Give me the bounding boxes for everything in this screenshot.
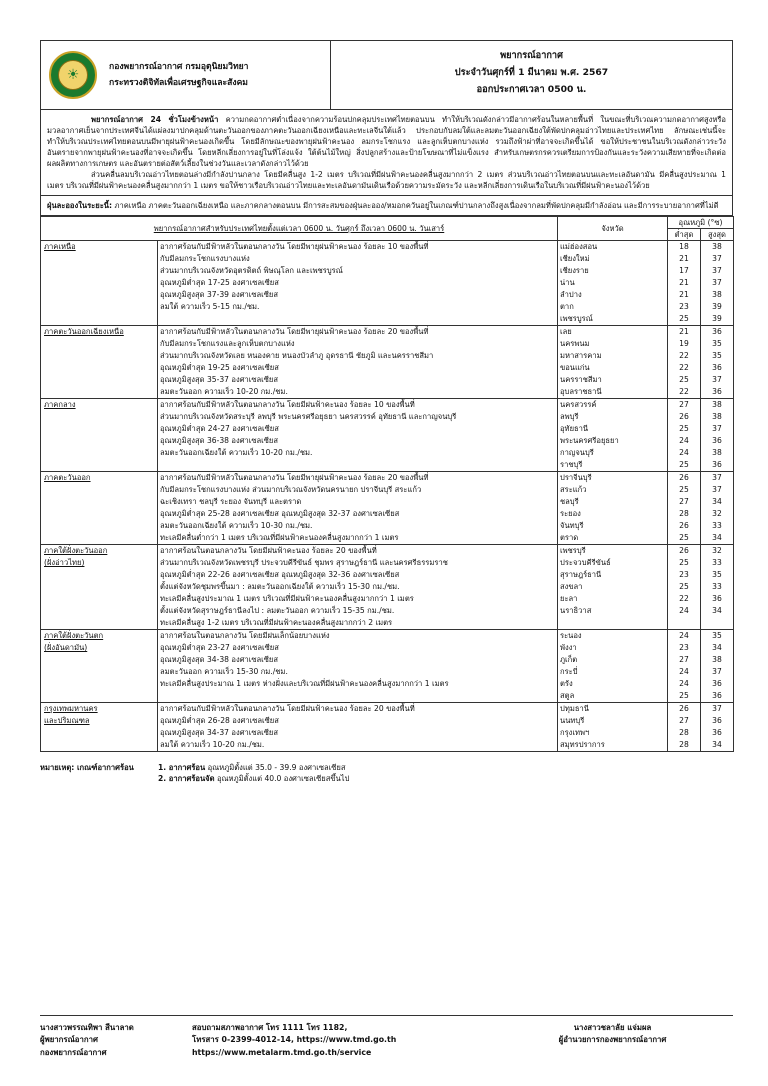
province-name: อุทัยธานี [560, 424, 589, 433]
temp-min: 25 [679, 485, 689, 494]
region-row [41, 399, 734, 472]
temp-min: 28 [679, 740, 689, 749]
region-forecast [158, 241, 558, 326]
province-name: จันทบุรี [560, 521, 584, 530]
temp-max: 39 [712, 314, 722, 323]
summary-lead: พยากรณ์อากาศ 24 ชั่วโมงข้างหน้า [91, 115, 219, 124]
temp-max: 37 [712, 473, 722, 482]
note-2-text: อุณหภูมิตั้งแต่ 40.0 องศาเซลเซียสขึ้นไป [216, 774, 350, 783]
forecast-line: ลมตะวันออกเฉียงใต้ ความเร็ว 10-20 กม./ชม. [160, 448, 313, 457]
temp-max: 38 [712, 448, 722, 457]
forecast-line: ตั้งแต่จังหวัดชุมพรขึ้นมา : ลมตะวันออกเฉียงใต้ ความเร็ว 15-30 กม./ชม. [160, 582, 400, 591]
region-name-line: ภาคใต้ฝั่งตะวันตก [44, 631, 104, 640]
temp-max: 37 [712, 375, 722, 384]
forecast-line: ทะเลมีคลื่นสูงประมาณ 1 เมตร บริเวณที่มีฝนฟ้าคะนองคลื่นสูงมากกว่า 1 เมตร [160, 594, 414, 603]
temp-max-column [701, 630, 734, 703]
forecast-line: อุณหภูมิสูงสุด 36-38 องศาเซลเซียส [160, 436, 279, 445]
province-name: ปทุมธานี [560, 704, 589, 713]
province-name: ตาก [560, 302, 574, 311]
forecast-line: อุณหภูมิต่ำสุด 25-28 องศาเซลเซียส อุณหภูมิสูงสุด 32-37 องศาเซลเซียส [160, 509, 400, 518]
forecast-line: ตั้งแต่จังหวัดสุราษฎร์ธานีลงไป : ลมตะวันออก ความเร็ว 15-35 กม./ชม. [160, 606, 395, 615]
temp-max: 34 [712, 497, 722, 506]
note-1-text: อุณหภูมิตั้งแต่ 35.0 - 39.9 องศาเซลเซียส [207, 763, 346, 772]
province-name: ระนอง [560, 631, 582, 640]
region-name-line: ภาคกลาง [44, 400, 76, 409]
temp-max-column [701, 326, 734, 399]
dust-text: ภาคเหนือ ภาคตะวันออกเฉียงเหนือ และภาคกลางตอนบน มีการสะสมของฝุ่นละออง/หมอกควันอยู่ในเกณฑ์ปานกลางถึงสูงเนื่องจากลมที่พัดปกคลุมมีกำลังอ่อน และมีการระบายอากาศที่ไม่ดี [114, 201, 719, 210]
province-name: น่าน [560, 278, 575, 287]
province-name-column [558, 241, 668, 326]
province-name: ยะลา [560, 594, 578, 603]
region-row [41, 703, 734, 752]
temp-max: 36 [712, 716, 722, 725]
forecast-line: ลมตะวันออกเฉียงใต้ ความเร็ว 10-30 กม./ชม. [160, 521, 313, 530]
forecast-line: อากาศร้อนในตอนกลางวัน โดยมีฝนฟ้าคะนอง ร้อยละ 20 ของพื้นที่ [160, 546, 377, 555]
province-name: สงขลา [560, 582, 583, 591]
temp-max: 38 [712, 290, 722, 299]
temp-max-column [701, 399, 734, 472]
contact-fax-web: โทรสาร 0-2399-4012-14, https://www.tmd.go.th [192, 1035, 397, 1045]
province-name: กรุงเทพฯ [560, 728, 590, 737]
temp-max: 36 [712, 594, 722, 603]
forecast-line: อุณหภูมิต่ำสุด 24-27 องศาเซลเซียส [160, 424, 279, 433]
temp-max: 34 [712, 740, 722, 749]
temp-min: 26 [679, 412, 689, 421]
temp-max: 38 [712, 655, 722, 664]
temp-min: 17 [679, 266, 689, 275]
temp-min: 19 [679, 339, 689, 348]
region-name [41, 399, 158, 472]
contact-block [192, 1022, 492, 1059]
summary-paragraph-2: ส่วนคลื่นลมบริเวณอ่าวไทยตอนล่างมีกำลังปานกลาง โดยมีคลื่นสูง 1-2 เมตร บริเวณที่มีฝนฟ้าคะนองคลื่นสูงมากกว่า 2 เมตร ส่วนบริเวณอ่าวไทยตอนบนและทะเลอันดามัน มีคลื่นสูงประมาณ 1 เมตร บริเวณที่มีฝนฟ้าคะนองคลื่นสูงมากกว่า 1 เมตร ขอให้ชาวเรือบริเวณอ่าวไทยและทะเลอันดามันเดินเรือด้วยความระมัดระวัง และหลีกเลี่ยงการเดินเรือในบริเวณที่มีฝนฟ้าคะนองไว้ด้วย [47, 170, 726, 190]
region-forecast [158, 399, 558, 472]
temp-max: 37 [712, 266, 722, 275]
forecast-line: อากาศร้อนกับมีฟ้าหลัวในตอนกลางวัน โดยมีฝนฟ้าคะนอง ร้อยละ 10 ของพื้นที่ [160, 400, 415, 409]
table-head-min: ต่ำสุด [668, 229, 701, 241]
province-name: เชียงใหม่ [560, 254, 590, 263]
tmd-logo-icon: ☀ [49, 51, 97, 99]
temp-max: 38 [712, 400, 722, 409]
temp-min: 21 [679, 278, 689, 287]
temp-min: 24 [679, 667, 689, 676]
temp-min: 27 [679, 716, 689, 725]
forecast-summary [40, 110, 733, 196]
region-name-line: ภาคตะวันออกเฉียงเหนือ [44, 327, 124, 336]
temp-max: 36 [712, 436, 722, 445]
forecast-line: ส่วนมากบริเวณจังหวัดเพชรบุรี ประจวบคีรีขันธ์ ชุมพร สุราษฎร์ธานี และนครศรีธรรมราช [160, 558, 448, 567]
region-name-line: กรุงเทพมหานคร [44, 704, 98, 713]
temp-min: 24 [679, 448, 689, 457]
contact-phone: สอบถามสภาพอากาศ โทร 1111 โทร 1182, [192, 1023, 348, 1032]
province-name-column [558, 399, 668, 472]
temp-min-column [668, 545, 701, 630]
forecast-line: กับมีลมกระโชกแรงบางแห่ง [160, 254, 250, 263]
note-label: หมายเหตุ: เกณฑ์อากาศร้อน [40, 763, 134, 772]
document-footer [40, 1015, 733, 1059]
region-name-line: ภาคเหนือ [44, 242, 76, 251]
contact-service-link[interactable]: https://www.metalarm.tmd.go.th/service [192, 1047, 372, 1057]
temp-max: 36 [712, 363, 722, 372]
forecaster-name: นางสาวพรรณทิพา สีนาลาด [40, 1023, 134, 1032]
province-name-column [558, 472, 668, 545]
province-name: ลพบุรี [560, 412, 579, 421]
temp-max: 33 [712, 558, 722, 567]
forecast-line [160, 459, 555, 471]
province-name: เลย [560, 327, 572, 336]
temp-min: 27 [679, 400, 689, 409]
temp-max: 36 [712, 327, 722, 336]
forecast-line: อุณหภูมิสูงสุด 35-37 องศาเซลเซียส [160, 375, 279, 384]
forecast-table [40, 216, 734, 752]
region-name [41, 545, 158, 630]
temp-max: 35 [712, 339, 722, 348]
temp-min: 25 [679, 533, 689, 542]
temp-max: 36 [712, 728, 722, 737]
director-role: ผู้อำนวยการกองพยากรณ์อากาศ [558, 1035, 667, 1045]
province-name: สระแก้ว [560, 485, 587, 494]
temp-max: 34 [712, 533, 722, 542]
forecast-line: กับมีลมกระโชกแรงและลูกเห็บตกบางแห่ง [160, 339, 295, 348]
province-name: นครราชสีมา [560, 375, 602, 384]
province-name: สมุทรปราการ [560, 740, 605, 749]
forecast-line: อุณหภูมิต่ำสุด 26-28 องศาเซลเซียส [160, 716, 279, 725]
forecast-line: ลมใต้ ความเร็ว 5-15 กม./ชม. [160, 302, 260, 311]
temp-max: 32 [712, 546, 722, 555]
region-name-line: และปริมณฑล [44, 716, 90, 725]
region-forecast [158, 472, 558, 545]
province-name: ประจวบคีรีขันธ์ [560, 558, 611, 567]
temp-min: 25 [679, 691, 689, 700]
region-name [41, 472, 158, 545]
region-row [41, 630, 734, 703]
agency-line-1: กองพยากรณ์อากาศ กรมอุตุนิยมวิทยา [109, 61, 249, 72]
temp-min-column [668, 399, 701, 472]
province-name: นครพนม [560, 339, 590, 348]
province-name: ภูเก็ต [560, 655, 578, 664]
province-name: มหาสารคาม [560, 351, 602, 360]
temp-max: 34 [712, 606, 722, 615]
province-name: ระยอง [560, 509, 581, 518]
forecast-line: ส่วนมากบริเวณจังหวัดอุตรดิตถ์ พิษณุโลก และเพชรบูรณ์ [160, 266, 343, 275]
forecast-line: อุณหภูมิต่ำสุด 23-27 องศาเซลเซียส [160, 643, 279, 652]
temp-max: 37 [712, 254, 722, 263]
temp-max: 33 [712, 582, 722, 591]
forecast-line [160, 690, 555, 702]
temp-max-column [701, 703, 734, 752]
temp-max: 37 [712, 667, 722, 676]
province-name: พระนครศรีอยุธยา [560, 436, 619, 445]
director-name: นางสาวชลาลัย แจ่มผล [573, 1023, 652, 1032]
forecast-line: อุณหภูมิสูงสุด 37-39 องศาเซลเซียส [160, 290, 279, 299]
temp-min: 23 [679, 302, 689, 311]
province-name: นนทบุรี [560, 716, 585, 725]
temp-min: 22 [679, 594, 689, 603]
region-name [41, 630, 158, 703]
heat-note [40, 762, 733, 784]
temp-max: 36 [712, 679, 722, 688]
temp-min: 26 [679, 473, 689, 482]
temp-min: 18 [679, 242, 689, 251]
forecast-document [40, 40, 733, 784]
table-head-province: จังหวัด [558, 217, 668, 241]
forecast-line: อุณหภูมิสูงสุด 34-37 องศาเซลเซียส [160, 728, 279, 737]
region-name [41, 241, 158, 326]
temp-min: 21 [679, 290, 689, 299]
province-name: ตรัง [560, 679, 573, 688]
temp-max: 37 [712, 704, 722, 713]
province-name: ตราด [560, 533, 579, 542]
temp-min: 22 [679, 363, 689, 372]
region-forecast [158, 630, 558, 703]
document-header [40, 40, 733, 110]
temp-min: 25 [679, 460, 689, 469]
dust-section [40, 196, 733, 216]
temp-max: 38 [712, 242, 722, 251]
province-name: เพชรบูรณ์ [560, 314, 593, 323]
agency-name [109, 59, 249, 92]
province-name: นราธิวาส [560, 606, 592, 615]
temp-max: 37 [712, 485, 722, 494]
temp-min: 23 [679, 570, 689, 579]
region-name-line: (ฝั่งอันดามัน) [44, 643, 88, 652]
forecast-line: อุณหภูมิต่ำสุด 19-25 องศาเซลเซียส [160, 363, 279, 372]
province-name: ปราจีนบุรี [560, 473, 592, 482]
temp-min: 27 [679, 655, 689, 664]
temp-max: 37 [712, 424, 722, 433]
temp-min: 26 [679, 521, 689, 530]
temp-max: 34 [712, 643, 722, 652]
province-name: เชียงราย [560, 266, 589, 275]
temp-min: 25 [679, 558, 689, 567]
agency-line-2: กระทรวงดิจิทัลเพื่อเศรษฐกิจและสังคม [109, 78, 248, 88]
province-name: อุบลราชธานี [560, 387, 602, 396]
temp-min: 24 [679, 436, 689, 445]
temp-min: 25 [679, 375, 689, 384]
forecast-line: ลมตะวันออก ความเร็ว 15-30 กม./ชม. [160, 667, 288, 676]
director-block [492, 1022, 733, 1059]
province-name: ขอนแก่น [560, 363, 590, 372]
temp-min-column [668, 326, 701, 399]
agency-block [41, 41, 331, 109]
forecast-line: อุณหภูมิสูงสุด 34-38 องศาเซลเซียส [160, 655, 279, 664]
temp-min-column [668, 630, 701, 703]
forecaster-block [40, 1022, 192, 1059]
temp-max: 35 [712, 351, 722, 360]
forecast-line: ลมใต้ ความเร็ว 10-20 กม./ชม. [160, 740, 265, 749]
forecast-line: ส่วนมากบริเวณจังหวัดสระบุรี ลพบุรี พระนครศรีอยุธยา นครสวรรค์ อุทัยธานี และกาญจนบุรี [160, 412, 457, 421]
forecast-line: ทะเลมีคลื่นต่ำกว่า 1 เมตร บริเวณที่มีฝนฟ้าคะนองคลื่นสูงมากกว่า 1 เมตร [160, 533, 399, 542]
region-name-line: ภาคใต้ฝั่งตะวันออก [44, 546, 108, 555]
province-name: เพชรบุรี [560, 546, 586, 555]
temp-max: 35 [712, 570, 722, 579]
temp-min: 28 [679, 509, 689, 518]
temp-min: 26 [679, 546, 689, 555]
temp-min: 24 [679, 606, 689, 615]
forecast-line: อุณหภูมิต่ำสุด 22-26 องศาเซลเซียส อุณหภูมิสูงสุด 32-36 องศาเซลเซียส [160, 570, 400, 579]
document-title: พยากรณ์อากาศ [500, 50, 563, 61]
province-name: กระบี่ [560, 667, 578, 676]
temp-min: 27 [679, 497, 689, 506]
forecast-line: อากาศร้อนกับมีฟ้าหลัวในตอนกลางวัน โดยมีฝนฟ้าคะนอง ร้อยละ 20 ของพื้นที่ [160, 704, 415, 713]
region-row [41, 472, 734, 545]
region-forecast [158, 545, 558, 630]
temp-min: 24 [679, 631, 689, 640]
document-date: ประจำวันศุกร์ที่ 1 มีนาคม พ.ศ. 2567 [454, 67, 609, 79]
summary-paragraph-1: ความกดอากาศต่ำเนื่องจากความร้อนปกคลุมประเทศไทยตอนบน ทำให้บริเวณดังกล่าวมีอากาศร้อนในหลายพื้นที่ ในขณะที่บริเวณความกดอากาศสูงหรือมวลอากาศเย็นจากประเทศจีนได้แผ่ลงมาปกคลุมด้านตะวันออกของภาคตะวันออกเฉียงเหนือและทะเลจีนใต้แล้ว ประกอบกับลมใต้และลมตะวันออกเฉียงใต้พัดปกคลุมอ่าวไทยและประเทศไทย ลักษณะเช่นนี้จะทำให้บริเวณประเทศไทยตอนบนมีพายุฝนฟ้าคะนองเกิดขึ้น โดยมีลักษณะของพายุฝนฟ้าคะนอง ลมกระโชกแรง และลูกเห็บตกบางแห่ง รวมถึงฟ้าผ่าที่อาจจะเกิดขึ้นได้ ขอให้ประชาชนในบริเวณดังกล่าวระวังอันตรายจากพายุฝนฟ้าคะนองที่อาจจะเกิดขึ้น โดยหลีกเลี่ยงการอยู่ในที่โล่งแจ้ง ใต้ต้นไม้ใหญ่ สิ่งปลูกสร้างและป้ายโฆษณาที่ไม่แข็งแรง สำหรับเกษตรกรควรเตรียมการป้องกันและระวังความเสียหายที่จะเกิดต่อผลผลิตทางการเกษตร และอันตรายต่อสัตว์เลี้ยงในช่วงวันและเวลาดังกล่าวไว้ด้วย [47, 115, 726, 168]
region-row [41, 241, 734, 326]
table-head-max: สูงสุด [701, 229, 734, 241]
province-name: กาญจนบุรี [560, 448, 594, 457]
province-name: ชลบุรี [560, 497, 579, 506]
region-name [41, 703, 158, 752]
temp-max: 36 [712, 460, 722, 469]
temp-max: 33 [712, 521, 722, 530]
region-row [41, 326, 734, 399]
temp-max-column [701, 545, 734, 630]
temp-min: 26 [679, 704, 689, 713]
temp-max-column [701, 241, 734, 326]
temp-min-column [668, 472, 701, 545]
region-forecast [158, 703, 558, 752]
region-forecast [158, 326, 558, 399]
regions-body [41, 241, 734, 752]
temp-max: 36 [712, 691, 722, 700]
province-name: แม่ฮ่องสอน [560, 242, 598, 251]
table-head-forecast: พยากรณ์อากาศสำหรับประเทศไทยตั้งแต่เวลา 0600 น. วันศุกร์ ถึงเวลา 0600 น. วันเสาร์ [41, 217, 558, 241]
province-name: สุราษฎร์ธานี [560, 570, 602, 579]
temp-max: 36 [712, 387, 722, 396]
province-name: สตูล [560, 691, 575, 700]
forecast-line: อากาศร้อนในตอนกลางวัน โดยมีฝนเล็กน้อยบางแห่ง [160, 631, 330, 640]
forecast-line: ทะเลมีคลื่นสูงประมาณ 1 เมตร ห่างฝั่งและบริเวณที่มีฝนฟ้าคะนองคลื่นสูงมากกว่า 1 เมตร [160, 679, 449, 688]
temp-min-column [668, 241, 701, 326]
temp-min: 28 [679, 728, 689, 737]
temp-min: 25 [679, 582, 689, 591]
forecast-line: อากาศร้อนกับมีฟ้าหลัวในตอนกลางวัน โดยมีพายุฝนฟ้าคะนอง ร้อยละ 20 ของพื้นที่ [160, 327, 429, 336]
issued-time: ออกประกาศเวลา 0500 น. [476, 84, 587, 96]
region-row [41, 545, 734, 630]
forecast-line: ส่วนมากบริเวณจังหวัดเลย หนองคาย หนองบัวลำภู อุดรธานี ชัยภูมิ และนครราชสีมา [160, 351, 434, 360]
dust-lead: ฝุ่นละอองในระยะนี้: [47, 201, 113, 210]
temp-min: 25 [679, 314, 689, 323]
table-head-temp: อุณหภูมิ (°ซ) [668, 217, 734, 229]
temp-min: 23 [679, 643, 689, 652]
temp-min: 22 [679, 351, 689, 360]
forecast-line: ลมตะวันออก ความเร็ว 10-20 กม./ชม. [160, 387, 288, 396]
temp-min: 25 [679, 424, 689, 433]
province-name: นครสวรรค์ [560, 400, 597, 409]
forecaster-role: ผู้พยากรณ์อากาศ [40, 1035, 98, 1045]
forecast-line: ทะเลมีคลื่นสูง 1-2 เมตร บริเวณที่มีฝนฟ้าคะนองคลื่นสูงมากกว่า 2 เมตร [160, 618, 393, 627]
province-name: ราชบุรี [560, 460, 583, 469]
province-name: ลำปาง [560, 290, 582, 299]
province-name-column [558, 630, 668, 703]
province-name: พังงา [560, 643, 577, 652]
region-name-line: ภาคตะวันออก [44, 473, 91, 482]
temp-max: 35 [712, 631, 722, 640]
title-block [331, 41, 732, 109]
region-name-line: (ฝั่งอ่าวไทย) [44, 558, 85, 567]
temp-min: 24 [679, 679, 689, 688]
province-name-column [558, 545, 668, 630]
forecast-line: อุณหภูมิต่ำสุด 17-25 องศาเซลเซียส [160, 278, 279, 287]
forecast-line: อากาศร้อนกับมีฟ้าหลัวในตอนกลางวัน โดยมีพายุฝนฟ้าคะนอง ร้อยละ 20 ของพื้นที่ [160, 473, 429, 482]
region-name [41, 326, 158, 399]
temp-max: 39 [712, 302, 722, 311]
temp-min: 22 [679, 387, 689, 396]
province-name-column [558, 326, 668, 399]
province-name-column [558, 703, 668, 752]
forecast-line: อากาศร้อนกับมีฟ้าหลัวในตอนกลางวัน โดยมีพายุฝนฟ้าคะนอง ร้อยละ 10 ของพื้นที่ [160, 242, 429, 251]
temp-max-column [701, 472, 734, 545]
temp-min: 21 [679, 254, 689, 263]
temp-min: 21 [679, 327, 689, 336]
forecast-line: ฉะเชิงเทรา ชลบุรี ระยอง จันทบุรี และตราด [160, 497, 302, 506]
temp-min-column [668, 703, 701, 752]
temp-max: 37 [712, 278, 722, 287]
note-2-title: 2. อากาศร้อนจัด [158, 774, 215, 783]
temp-max: 38 [712, 412, 722, 421]
temp-max: 32 [712, 509, 722, 518]
forecaster-unit: กองพยากรณ์อากาศ [40, 1047, 107, 1057]
forecast-line: กับมีลมกระโชกแรงบางแห่ง ส่วนมากบริเวณจังหวัดนครนายก ปราจีนบุรี สระแก้ว [160, 485, 422, 494]
note-1-title: 1. อากาศร้อน [158, 763, 206, 772]
